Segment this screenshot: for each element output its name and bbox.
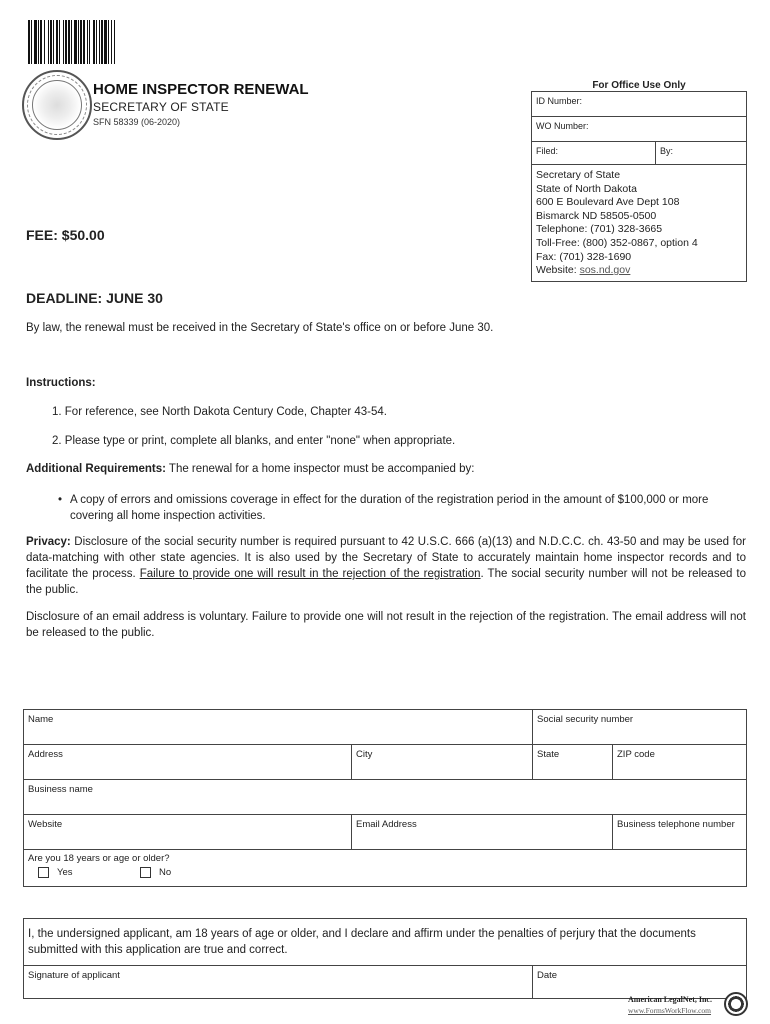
signature-field[interactable]: Signature of applicant <box>24 966 533 998</box>
yes-option[interactable]: Yes <box>38 867 140 878</box>
website-line: Website: sos.nd.gov <box>536 264 631 277</box>
office-address: Secretary of State State of North Dakota 600 E Boulevard Ave Dept 108 Bismarck ND 58505-0500 Telephone: (701) 328-3665 Toll-Free: (800) 352-0867, option 4 Fax: (701) 328-1690 Website: sos.nd.gov <box>532 165 746 281</box>
privacy-statement: Privacy: Disclosure of the social security number is required pursuant to 42 U.S.C. 666 (a)(13) and N.D.C.C. ch. 43-50 and may be used for data-matching with other state agencies. It is also used by the Secretary of State to accurately maintain home inspector records and to facilitate the process. Failure to provide one will result in the rejection of the registration. The social security number will not be released to the public. <box>26 536 746 596</box>
email-disclosure: Disclosure of an email address is voluntary. Failure to provide one will not result in the rejection of the registration. The email address will not be released to the public. <box>26 611 746 639</box>
by-field: By: <box>660 146 674 156</box>
wo-number-field: WO Number: <box>532 117 746 142</box>
instruction-item: 1. For reference, see North Dakota Century Code, Chapter 43-54. <box>52 406 387 418</box>
brand-logo-icon <box>724 992 748 1016</box>
website-link[interactable]: sos.nd.gov <box>579 264 631 277</box>
filed-field: Filed: <box>532 142 656 164</box>
requirement-bullet: • A copy of errors and omissions coverage in effect for the duration of the registration period in the amount of $100,000 or more covering all home inspection activities. <box>58 494 709 522</box>
age-question: Are you 18 years or age or older? <box>28 853 170 864</box>
filed-by-row <box>532 142 746 165</box>
address-field[interactable]: Address <box>24 745 352 779</box>
brand-name: American LegalNet, Inc. <box>628 995 712 1004</box>
form-number: SFN 58339 (06-2020) <box>93 117 181 127</box>
declaration-box <box>23 918 747 999</box>
city-field[interactable]: City <box>352 745 533 779</box>
business-phone-field[interactable]: Business telephone number <box>617 819 735 830</box>
barcode <box>28 20 158 64</box>
agency-name: SECRETARY OF STATE <box>93 100 229 114</box>
instructions-heading: Instructions: <box>26 377 96 389</box>
form-row <box>24 780 746 815</box>
website-field[interactable]: Website <box>24 815 352 849</box>
yes-checkbox[interactable] <box>38 867 49 878</box>
form-row <box>24 710 746 745</box>
age-row <box>24 850 746 886</box>
office-use-box <box>531 91 747 282</box>
email-field[interactable]: Email Address <box>352 815 613 849</box>
applicant-form <box>23 709 747 887</box>
form-row <box>24 815 746 850</box>
ssn-field[interactable]: Social security number <box>537 714 634 725</box>
office-use-label: For Office Use Only <box>592 80 686 91</box>
bylaw-text: By law, the renewal must be received in the Secretary of State's office on or before June 30. <box>26 322 494 334</box>
no-checkbox[interactable] <box>140 867 151 878</box>
deadline-heading: DEADLINE: JUNE 30 <box>26 290 163 306</box>
no-option[interactable]: No <box>140 867 242 878</box>
form-row <box>24 745 746 780</box>
name-field[interactable]: Name <box>24 710 533 744</box>
brand-url[interactable]: www.FormsWorkFlow.com <box>628 1006 712 1015</box>
state-seal-icon <box>22 70 92 140</box>
additional-requirements: Additional Requirements: The renewal for a home inspector must be accompanied by: <box>26 463 475 475</box>
zip-field[interactable]: ZIP code <box>617 749 655 760</box>
bullet-icon: • <box>58 494 63 506</box>
business-name-field[interactable]: Business name <box>28 784 93 795</box>
date-field[interactable]: Date <box>537 970 558 981</box>
state-field[interactable]: State <box>533 745 613 779</box>
age-options <box>38 867 742 878</box>
declaration-text: I, the undersigned applicant, am 18 years of age or older, and I declare and affirm under the penalties of perjury that the documents submitted with this application are true and correct. <box>24 919 746 966</box>
instruction-item: 2. Please type or print, complete all blanks, and enter "none" when appropriate. <box>52 435 456 447</box>
fee-heading: FEE: $50.00 <box>26 227 105 243</box>
barcode-bar <box>115 20 116 64</box>
form-title: HOME INSPECTOR RENEWAL <box>93 81 309 98</box>
id-number-field: ID Number: <box>532 92 746 117</box>
footer-brand <box>628 992 748 1018</box>
